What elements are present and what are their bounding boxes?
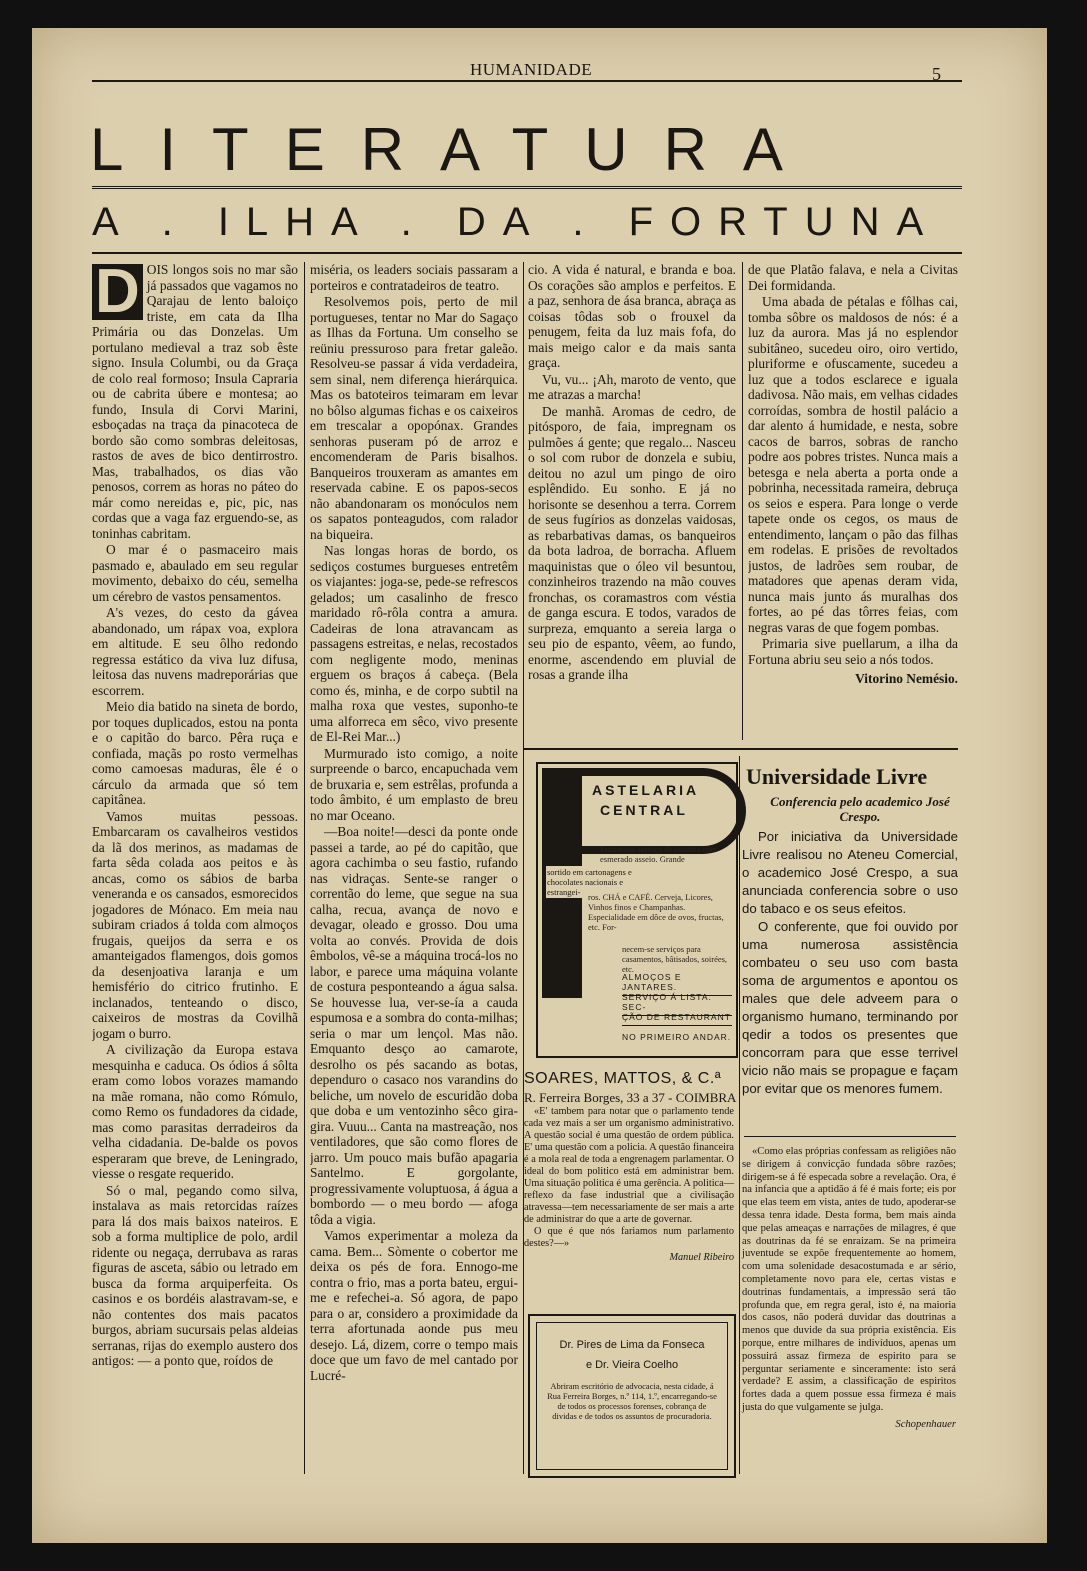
universidade-body <box>742 828 958 1098</box>
paragraph: Só o mal, pegando como silva, instalava as mais retorcidas raízes para lá dos mais baixos nateiros. E sob a forma multiplice de polo, ardil ridente ou negaça, derrubava as raras figuras de asceta, sábio ou letrado em busca da forma arquiperfeita. Os casinos e os bordéis alastravam-se, e não contentes dos mais pacatos burgos, abriam sucursais pelas aldeias serranas, rijas do exemplo austero dos antigos: — a ponto que, roídos de <box>92 1182 298 1368</box>
article-column-2 <box>310 262 518 1474</box>
column-divider <box>304 262 305 1474</box>
section-rule <box>744 1136 956 1137</box>
advert-text: necem-se serviços para casamentos, bâtisados, soirées, etc. <box>622 944 728 974</box>
universidade-subtitle: Conferencia pelo academico José Crespo. <box>770 794 950 824</box>
card-name: e Dr. Vieira Coelho <box>585 1359 679 1371</box>
column-divider <box>523 262 524 1474</box>
advert-text: sortido em cartonagens e chocolates nacionais e estrangei- <box>546 866 658 898</box>
paragraph: Resolvemos pois, perto de mil portugueses, tentar no Mar do Sagaço as Ilhas da Fortuna. Um conselho se reüniu pressuroso para fretar galeão. Resolveu-se passar á vida verdadeira, sem sinal, nem diferença hierárquica. Mas os batoteiros teimaram em levar no bôlso algumas fichas e os caixeiros em trescalar a opopónax. Grandes senhoras puseram pó de arroz e encomenderam de Paris bisalhos. Banqueiros trouxeram as amantes em reservada cabine. E os papos-secos não abandonaram os monóculos nem os sapatos ponteagudos, com ralador na biqueira. <box>310 294 518 542</box>
paragraph: Vamos experimentar a moleza da cama. Bem... Sòmente o cobertor me deixa os pés de fora. Ennogo-me contra o frio, mas a porta bateu, ergui-me e refechei-a. Só agora, de papo para o ar, considero a proximidade da terra afortunada aonde pus meu desejo. Lá, dizem, corre o tempo mais doce que um favo de mel cantado por Lucré- <box>310 1228 518 1383</box>
paragraph: A's vezes, do cesto da gávea abandonado, um rápax voa, explora em altitude. E seu ôlho redondo regressa estático da viva luz difusa, leitosa das nuvens madreporárias que escorrem. <box>92 605 298 698</box>
article-column-1 <box>92 262 298 1474</box>
article-column-3 <box>528 262 736 740</box>
quote-signature: Schopenhauer <box>895 1418 956 1430</box>
paragraph: Por iniciativa da Universidade Livre realisou no Ateneu Comercial, o academico José Crespo, a sua anunciada conferencia sobre o uso do tabaco e os seus efeitos. <box>742 829 958 916</box>
section-rule <box>524 748 958 750</box>
pastelaria-advert <box>536 762 738 1058</box>
advert-subtitle: CENTRAL <box>600 802 688 818</box>
paragraph: A civilização da Europa estava mesquinha e caduca. Os ódios á sôlta eram como lobos vorazes mamando na mãe romana, não como Rómulo, como Remo os fundadores da cidade, mas como parasitas derradeiros da velha cidadania. De-balde os povos esperaram que breve, de Leningrado, viesse o resgate requerido. <box>92 1042 298 1181</box>
advert-text: ros. CHÁ e CAFÉ. Cerveja, Licores, Vinhos finos e Champanhas. Especialidade em dôce de ovos, fructas, etc. For- <box>588 892 724 932</box>
article-column-4 <box>748 262 958 740</box>
card-name: Dr. Pires de Lima da Fonseca <box>559 1339 705 1351</box>
paragraph: «Como elas próprias confessam as religiões não se dirigem á convicção fundada sôbre razões; dirigem-se á fé especada sobre a revelação. Ora, é na infancia que a aptidão á fé é mais forte; eis por que elas teem em vista, antes de tudo, apoderar-se dessa tenra idade. Desta forma, bem mais ainda que pelas ameaças e narrações de milagres, é que as doutrinas da fé se enraizam. Se na primeira juventude se expõe frequentemente ao homem, com uma solenidade desacostumada e ar sério, completamente novo para ele, certas vistas e doutrinas fundamentais, a impressão será tão profunda que, em regra geral, isto é, na maioria dos casos, não poderá duvidar das doutrinas a menos que duvide da sua própria existência. Eis porque, entre milhares de indivíduos, apenas um possuirá assaz firmeza de espirito para se perguntar seriamente e sinceramente: isto será verdade? E assim, a classificação de espiritos fortes dada a quem possue essa firmeza é mais justa do que vulgamente se julga. <box>742 1146 956 1413</box>
paragraph: cio. A vida é natural, e branda e boa. Os corações são amplos e perfeitos. E a paz, senhora de ása branca, abraça as coisas tôdas sob o frouxel da penugem, feita da luz mais fofa, do mais meigo calor e da mais santa graça. <box>528 262 736 370</box>
advert-address: R. Ferreira Borges, 33 a 37 - COIMBRA <box>524 1090 737 1105</box>
header-rule <box>92 80 962 82</box>
card-frame <box>536 1322 728 1470</box>
author-signature: Vitorino Nemésio. <box>855 671 958 686</box>
paragraph: Meio dia batido na sineta de bordo, por toques duplicados, estou na ponta e o capitão do barco. Pêra ruça e confiada, maçãs po rosto vermelhas como camoesas maduras, êle é o cárculo da armada que só tem capitânea. <box>92 699 298 807</box>
advert-text: Primoroso serviço de cosinha com esmerado asseio. Grande <box>600 844 718 864</box>
paragraph: O conferente, que foi ouvido por uma numerosa assistência combateu o seu uso com basta soma de argumentos e apontou os males que dele adveem para o organismo humano, terminando por qedir a todos os presentes que concorram para que esse terrivel vicio não mais se propague e façam por evitar que os menores fumem. <box>742 919 958 1096</box>
advert-line: ÇÃO DE RESTAURANT <box>622 1012 732 1026</box>
page-number: 5 <box>932 64 941 84</box>
parliament-quote <box>524 1106 734 1264</box>
paragraph: de que Platão falava, e nela a Civitas Dei formidanda. <box>748 262 958 293</box>
paragraph: Murmurado isto comigo, a noite surpreende o barco, encapuchada vem de bruxaria e, sem estrêlas, profunda a todo âmbito, é um emplasto de breu no mar Oceano. <box>310 745 518 823</box>
universidade-title: Universidade Livre <box>746 764 928 789</box>
column-divider <box>742 262 743 740</box>
paragraph: Nas longas horas de bordo, os sediços costumes burgueses entretêm os viajantes: joga-se, pede-se refrescos gelados; um casalinho de fresco maridado rô-rôla contra a amura. Cadeiras de lona atravancam as passagens estreitas, e nelas, recostados com negligente modo, meninas erguem os braços á cabeça. (Bela como és, minha, e de corpo subtil na malha roxa que vestes, suponho-te uma alforreca em sêco, vivo presente de El-Rei Mar...) <box>310 543 518 744</box>
paragraph: O que é que nós fariamos num parlamento destes?—» <box>524 1226 734 1249</box>
law-office-card <box>528 1314 736 1478</box>
advert-line: NO PRIMEIRO ANDAR. <box>622 1032 732 1042</box>
paragraph: OIS longos sois no mar são já passados que vagamos no Qarajau de lento baloiço triste, em cata da Ilha Primária ou das Donzelas. Um portulano medieval a traz sob êste signo. Insula Columbi, ou da Graça de colo real formoso; Insula Capraria ou de cabrita úbere e montesa; ao fundo, Insula di Corvi Marini, esboçadas na traça da pinacoteca de bordo são como sombras deleitosas, rastos de aves de bico dentirrostro. Mas, trabalhados, os dias vão penosos, correm as horas no páteo do már como nereidas e, pic, pic, nas cordas que a vaga faz erguendo-se, as toninhas cabritam. <box>92 262 298 541</box>
advert-line: ALMOÇOS E JANTARES. <box>622 972 732 996</box>
story-title: A . ILHA . DA . FORTUNA <box>92 200 941 244</box>
paragraph: —Boa noite!—desci da ponte onde passei a tarde, ao pé do capitão, que agora cachimba o seu fastio, rufando nas vidraças. Sente-se ranger o correntão do leme, que segue na sua calha, recua, avança de novo e devagar, oleado e grosso. Dou uma volta ao convés. Provida de dois êmbolos, vê-se a máquina trocá-los no labor, e parece uma máquina volante de costura pesponteando a água salsa. Se houvesse lua, ver-se-ía a cauda espumosa e a sombra do conta-milhas; seria o mar um lençol. Mas não. Emquanto desço ao camarote, desrolho os pés sacando as botas, dependuro o casaco nos varandins do beliche, um novelo de escuridão doba que doba e um ventozinho sêco gira-gira. Vuuu... Canta na mastreação, nos ventiladores, que são como flores de jarro. Um pouco mais bufão apagaria Santelmo. E gorgolante, progressivamente voluptuosa, á água a bombordo — o meu bordo — afoga tôda a vigia. <box>310 824 518 1227</box>
advert-line: SERVIÇO Á LISTA. SEC- <box>622 992 732 1016</box>
paragraph: O mar é o pasmaceiro mais pasmado e, abaulado em seu regular movimento, debaixo do céu, semelha um cérebro de vastos pensamentos. <box>92 542 298 604</box>
drop-cap: D <box>92 264 143 320</box>
paragraph: Vu, vu... ¡Ah, maroto de vento, que me atrazas a marcha! <box>528 371 736 402</box>
masthead: LITERATURA <box>90 120 819 180</box>
card-body: Abriram escritório de advocacia, nesta cidade, á Rua Ferreira Borges, n.º 114, 1.º, encarregando-se de todos os processos forenses, cobrança de dividas e de todos os assuntos de procuradoria. <box>547 1381 717 1421</box>
paragraph: Uma abada de pétalas e fôlhas cai, tomba sôbre os maldosos de nós: é a luz da aurora. Mas já no esplendor subitâneo, sucedeu oiro, oiro vertido, pluriforme e ofuscamente, sucedeu a luz que a todos esclarece e iguala dadivosa. Não mais, em velhas cidades corroídas, sombra de hostil palácio a dar alento á humidade, e nesta, sobre cacos de barros, sobras de rancho podre aos pobres tristes. Nunca mais a betesga e nela aberta a porta onde a pobrinha, necessitada rameira, debruça os seios e espera. Para longe o verde tapete onde os cegos, os maus de entendimento, lançam o pão das filhas em rodelas. E prisões de revoltados justos, de ladrões sem roubar, de matadores que apenas deram vida, nunca mais junto ás muralhas dos fortes, ao pé das tôrres feias, com negras varas de que fogem pombas. <box>748 294 958 635</box>
paragraph: Primaria sive puellarum, a ilha da Fortuna abriu seu seio a nós todos. <box>748 636 958 667</box>
masthead-rule <box>92 186 962 193</box>
paragraph: De manhã. Aromas de cedro, de pitósporo, de faia, impregnam os pulmões á gente; que regalo... Nasceu o sol com rubor de donzela e subiu, deitou no azul um pingo de oiro esplêndido. Eu sonho. E já no horisonte se desenhou a terra. Correm de seus fugírios as donzelas vaidosas, as rebarbativas damas, os banqueiros da bota ladroa, de borracha. Afluem maquinistas que o óleo vil besuntou, conzinheiros trazendo na mão couves fronchas, os coramastros com véstia de ganga escura. E todos, varados de surpreza, emquanto a sereia larga o seu pio de espanto, vêem, ao fundo, enorme, ascendendo em pluvial de rosas a grande ilha <box>528 403 736 682</box>
running-title: HUMANIDADE <box>470 60 593 79</box>
quote-signature: Manuel Ribeiro <box>669 1252 734 1263</box>
advert-title: ASTELARIA <box>592 782 700 798</box>
paragraph: miséria, os leaders sociais passaram a porteiros e contratadeiros de teatro. <box>310 262 518 293</box>
column-divider <box>739 756 740 1474</box>
title-rule <box>92 252 962 254</box>
paragraph: «E' tambem para notar que o parlamento tende cada vez mais a ser um organismo administrativo. A questão social é uma questão de ordem pública. E' uma questão com a policia. A questão financeira é a mola real de toda a engrenagem parlamentar. O ideal do bom politico está em administrar bem. Uma situação politica é uma gerência. A politica—reflexo da fase industrial que a civilisação atravessa—tem necessariamente de ser mais a arte de administrar do que a arte de governar. <box>524 1106 734 1225</box>
paragraph: Vamos muitas pessoas. Embarcaram os cavalheiros vestidos da lã dos merinos, as madamas de farta sêda colada aos peitos e às ancas, como os sábios de barba veneranda e os cansados, esmorecidos jogadores de Mónaco. Em meia nau subiram criados á tolda com almoços frugais, queijos da serra e os amanteigados flamengos, dois gomos da desenjoativa laranja e um hemisfério do citrico frutinho. E inclanados, tenteando o disco, caixeiros de mostras da Covilhã jogam o burro. <box>92 808 298 1041</box>
advert-firm: SOARES, MATTOS, & C.ª <box>524 1070 722 1087</box>
schopenhauer-quote <box>742 1146 956 1432</box>
